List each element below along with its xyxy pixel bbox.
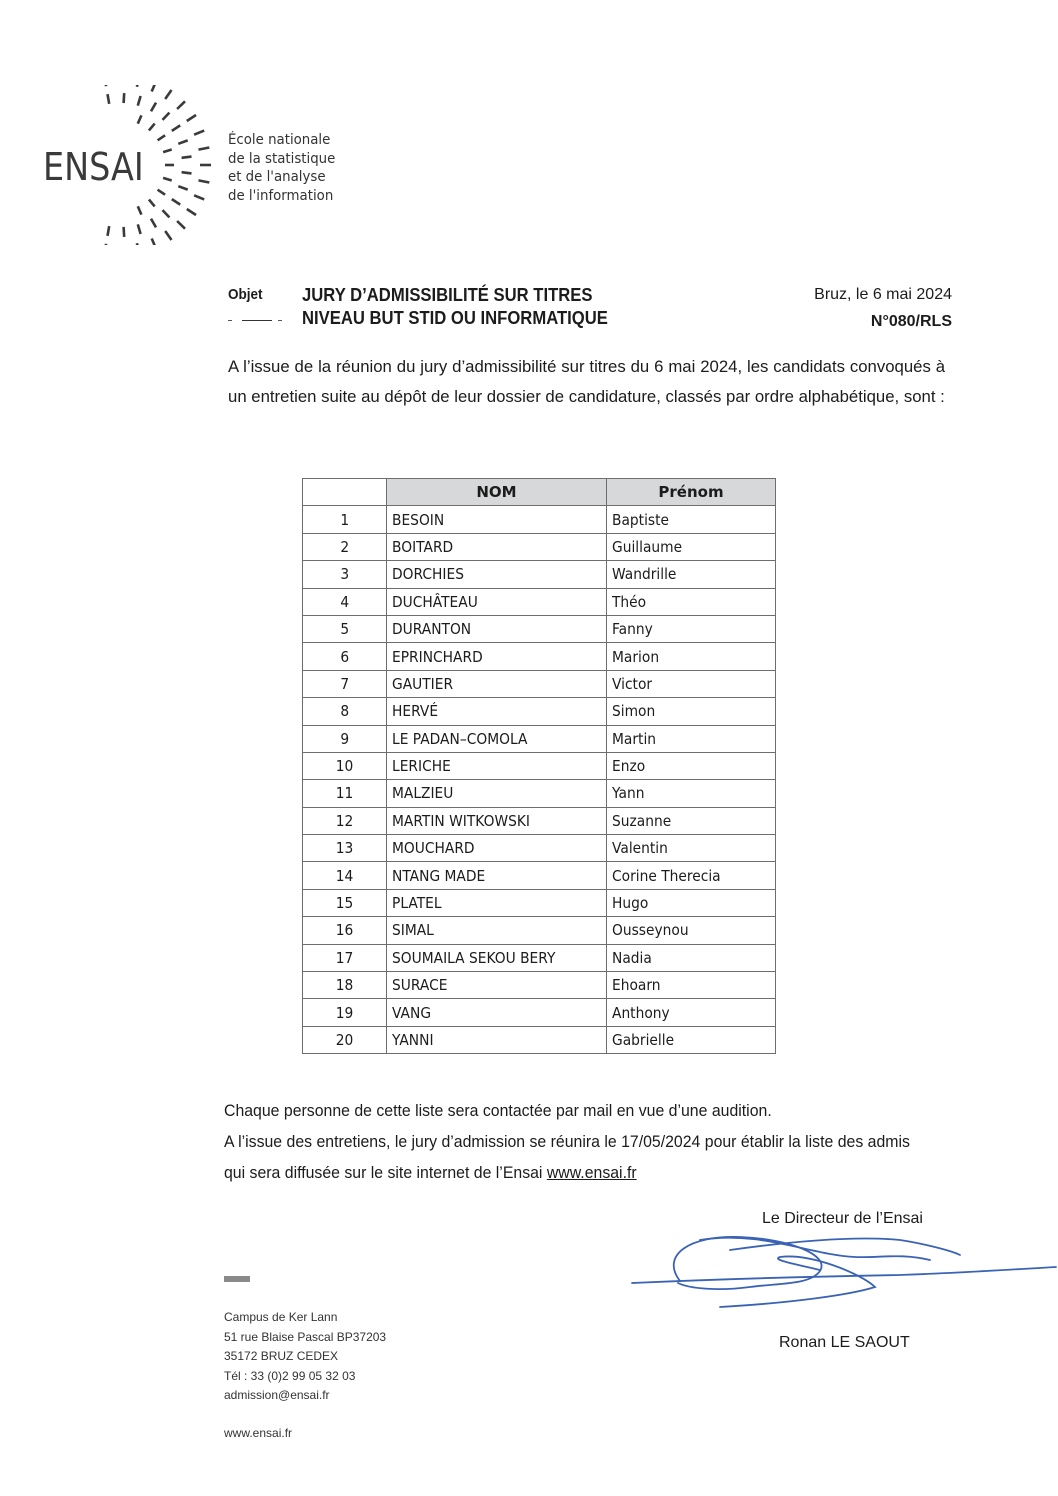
row-number-cell (303, 698, 387, 725)
candidate-first-name: Gabrielle (612, 1031, 675, 1049)
candidate-first-name: Marion (612, 647, 660, 666)
row-number: 11 (335, 784, 354, 803)
candidate-first-name-cell (607, 506, 776, 533)
candidate-first-name: Guillaume (612, 537, 683, 556)
table-row (303, 972, 776, 999)
candidate-last-name-cell (387, 643, 607, 670)
candidate-last-name: LE PADAN–COMOLA (392, 729, 528, 748)
footer-decoration-bar (224, 1276, 250, 1282)
header-num (303, 479, 387, 506)
row-number-cell (303, 780, 387, 807)
row-number: 4 (340, 592, 349, 611)
candidate-first-name-cell (607, 588, 776, 615)
logo-acronym: ENSAI (43, 145, 144, 189)
candidate-first-name-cell (607, 972, 776, 999)
footer-website-link[interactable]: www.ensai.fr (224, 1426, 293, 1440)
row-number: 7 (340, 674, 349, 693)
candidate-last-name: YANNI (392, 1031, 434, 1049)
candidates-table (302, 478, 776, 1054)
date-reference-block (814, 281, 952, 335)
closing-text: A l’issue des entretiens, le jury d’admission se réunira le 17/05/2024 pour établir la liste des admis qui sera diffusée sur le site internet de l’Ensai (224, 1133, 910, 1182)
candidate-last-name: GAUTIER (392, 674, 454, 693)
footer-email[interactable]: admission@ensai.fr (224, 1388, 330, 1402)
table-row (303, 698, 776, 725)
document-date: Bruz, le 6 mai 2024 (814, 286, 952, 303)
row-number: 17 (335, 948, 354, 967)
candidate-last-name-cell (387, 780, 607, 807)
row-number: 19 (335, 1003, 354, 1022)
candidate-last-name-cell (387, 835, 607, 862)
row-number-cell (303, 1026, 387, 1053)
footer-address-line: 35172 BRUZ CEDEX (224, 1349, 339, 1363)
candidate-first-name-cell (607, 999, 776, 1026)
handwritten-signature-icon (620, 1225, 1058, 1335)
footer-address-line: Campus de Ker Lann (224, 1310, 338, 1324)
candidate-last-name-cell (387, 533, 607, 560)
candidate-first-name-cell (607, 1026, 776, 1053)
title-line-1: JURY D’ADMISSIBILITÉ SUR TITRES (302, 284, 593, 305)
candidate-last-name: MARTIN WITKOWSKI (392, 811, 530, 830)
row-number: 20 (335, 1031, 354, 1049)
candidate-first-name: Hugo (612, 894, 649, 913)
document-reference: N°080/RLS (870, 313, 952, 330)
candidate-first-name-cell (607, 917, 776, 944)
candidate-first-name-cell (607, 615, 776, 642)
candidate-first-name: Martin (612, 729, 657, 748)
candidate-last-name: HERVÉ (392, 702, 439, 721)
row-number: 2 (340, 537, 349, 556)
candidate-last-name: LERICHE (392, 757, 451, 776)
row-number-cell (303, 752, 387, 779)
logo-subtitle-line: et de l'analyse (228, 169, 326, 185)
candidate-last-name: SOUMAILA SEKOU BERY (392, 948, 556, 967)
candidate-first-name: Valentin (612, 839, 668, 858)
candidate-first-name-cell (607, 725, 776, 752)
table-row (303, 862, 776, 889)
row-number-cell (303, 506, 387, 533)
candidate-first-name-cell (607, 670, 776, 697)
logo-subtitle (228, 131, 335, 205)
table-row (303, 889, 776, 916)
row-number-cell (303, 944, 387, 971)
row-number-cell (303, 917, 387, 944)
title-line-2: NIVEAU BUT STID OU INFORMATIQUE (302, 307, 608, 328)
table-row (303, 752, 776, 779)
table-row (303, 506, 776, 533)
row-number-cell (303, 643, 387, 670)
row-number: 1 (340, 510, 349, 529)
row-number-cell (303, 972, 387, 999)
row-number: 6 (340, 647, 349, 666)
table-row (303, 807, 776, 834)
candidate-last-name-cell (387, 944, 607, 971)
row-number-cell (303, 670, 387, 697)
candidate-first-name: Ousseynou (612, 921, 689, 940)
row-number: 13 (335, 839, 354, 858)
candidate-last-name: BESOIN (392, 510, 445, 529)
candidate-first-name-cell (607, 807, 776, 834)
table-row (303, 835, 776, 862)
row-number-cell (303, 889, 387, 916)
candidate-first-name-cell (607, 643, 776, 670)
candidate-first-name-cell (607, 533, 776, 560)
candidate-last-name-cell (387, 1026, 607, 1053)
candidate-first-name-cell (607, 944, 776, 971)
row-number-cell (303, 862, 387, 889)
row-number: 12 (335, 811, 354, 830)
table-row (303, 780, 776, 807)
objet-underline (228, 316, 284, 326)
candidate-first-name: Wandrille (612, 565, 677, 584)
candidate-last-name-cell (387, 506, 607, 533)
row-number: 3 (340, 565, 349, 584)
candidate-last-name: MALZIEU (392, 784, 454, 803)
table-row (303, 999, 776, 1026)
closing-paragraph (224, 1096, 934, 1189)
candidate-first-name: Simon (612, 702, 656, 721)
row-number: 8 (340, 702, 349, 721)
candidate-last-name-cell (387, 588, 607, 615)
candidate-last-name-cell (387, 615, 607, 642)
candidate-first-name-cell (607, 780, 776, 807)
candidate-first-name: Ehoarn (612, 976, 661, 995)
closing-line-2 (224, 1127, 934, 1189)
candidate-last-name-cell (387, 862, 607, 889)
table-row (303, 944, 776, 971)
ensai-website-link[interactable]: www.ensai.fr (546, 1164, 637, 1182)
row-number-cell (303, 725, 387, 752)
table-row (303, 1026, 776, 1053)
candidate-last-name-cell (387, 972, 607, 999)
candidate-last-name-cell (387, 889, 607, 916)
row-number-cell (303, 807, 387, 834)
row-number: 16 (335, 921, 354, 940)
table-row (303, 533, 776, 560)
document-title (302, 283, 608, 329)
closing-line-1: Chaque personne de cette liste sera contactée par mail en vue d’une audition. (224, 1102, 772, 1120)
table-row (303, 725, 776, 752)
row-number-cell (303, 835, 387, 862)
footer-address (224, 1308, 386, 1406)
candidate-last-name-cell (387, 561, 607, 588)
signatory-title: Le Directeur de l’Ensai (762, 1210, 923, 1227)
candidate-first-name-cell (607, 835, 776, 862)
candidate-first-name: Enzo (612, 757, 646, 776)
logo-subtitle-line: de l'information (228, 187, 334, 204)
signatory-name: Ronan LE SAOUT (779, 1334, 910, 1351)
candidate-last-name: SURACE (392, 976, 448, 995)
logo-subtitle-line: de la statistique (228, 150, 336, 167)
candidate-last-name: VANG (392, 1003, 432, 1022)
header-prenom: Prénom (607, 479, 776, 506)
row-number-cell (303, 588, 387, 615)
candidate-last-name: EPRINCHARD (392, 647, 483, 666)
candidate-last-name-cell (387, 807, 607, 834)
candidate-last-name: BOITARD (392, 537, 454, 556)
row-number-cell (303, 999, 387, 1026)
footer-address-line: 51 rue Blaise Pascal BP37203 (224, 1329, 387, 1344)
footer-phone: Tél : 33 (0)2 99 05 32 03 (224, 1368, 356, 1383)
candidate-first-name-cell (607, 889, 776, 916)
candidate-last-name-cell (387, 752, 607, 779)
logo-subtitle-line: École nationale (228, 132, 331, 148)
row-number: 9 (340, 729, 349, 748)
candidate-last-name-cell (387, 999, 607, 1026)
table-row (303, 670, 776, 697)
row-number: 10 (335, 757, 354, 776)
candidate-last-name: NTANG MADE (392, 866, 486, 885)
objet-label: Objet (228, 286, 263, 303)
candidate-first-name-cell (607, 698, 776, 725)
row-number-cell (303, 533, 387, 560)
candidate-first-name: Baptiste (612, 510, 670, 529)
candidate-first-name-cell (607, 561, 776, 588)
candidate-first-name: Victor (612, 674, 653, 693)
table-row (303, 588, 776, 615)
row-number-cell (303, 615, 387, 642)
candidate-first-name-cell (607, 752, 776, 779)
candidate-last-name: PLATEL (392, 894, 442, 913)
candidate-first-name: Anthony (612, 1003, 670, 1022)
header-nom: NOM (387, 479, 607, 506)
candidate-last-name-cell (387, 917, 607, 944)
candidate-last-name-cell (387, 725, 607, 752)
candidate-last-name: MOUCHARD (392, 839, 475, 858)
intro-paragraph: A l’issue de la réunion du jury d’admissibilité sur titres du 6 mai 2024, les candidats convoqués à un entretien suite au dépôt de leur dossier de candidature, classés par ordre alphabétique, sont : (228, 357, 946, 406)
candidate-first-name: Corine Therecia (612, 866, 721, 885)
table-row (303, 917, 776, 944)
table-row (303, 615, 776, 642)
table-header-row (303, 479, 776, 506)
row-number: 14 (335, 866, 354, 885)
candidate-first-name: Yann (612, 784, 645, 803)
row-number: 18 (335, 976, 354, 995)
row-number: 5 (340, 620, 349, 639)
candidate-first-name: Nadia (612, 948, 652, 967)
candidate-first-name-cell (607, 862, 776, 889)
candidate-last-name: DORCHIES (392, 565, 464, 584)
candidate-last-name-cell (387, 670, 607, 697)
candidate-last-name: SIMAL (392, 921, 434, 940)
candidate-first-name: Suzanne (612, 811, 672, 830)
candidate-last-name-cell (387, 698, 607, 725)
candidate-first-name: Théo (612, 592, 647, 611)
candidate-last-name: DUCHÂTEAU (392, 592, 478, 611)
table-row (303, 643, 776, 670)
candidate-first-name: Fanny (612, 620, 653, 639)
row-number: 15 (335, 894, 354, 913)
row-number-cell (303, 561, 387, 588)
table-row (303, 561, 776, 588)
candidate-last-name: DURANTON (392, 620, 472, 639)
